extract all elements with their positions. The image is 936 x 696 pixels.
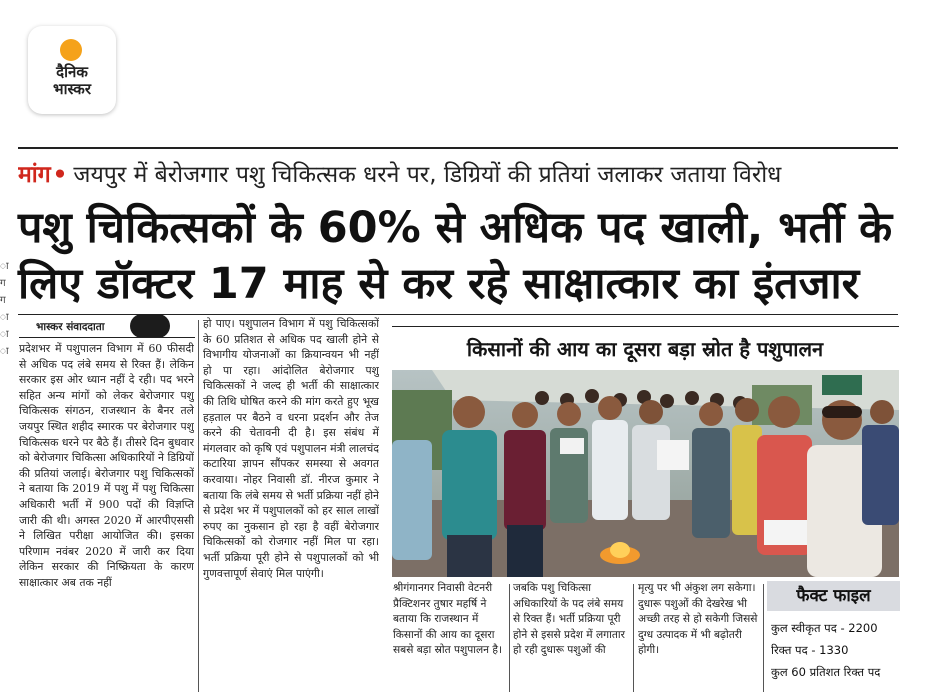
box-column-2: जबकि पशु चिकित्सा अधिकारियों के पद लंबे समय से रिक्त हैं। भर्ती प्रक्रिया पूरी होने से इससे प्रदेश में लगातार हो रही दुधारू पशुओं की xyxy=(513,582,625,657)
kicker-label: मांग xyxy=(18,162,51,188)
logo-text-line1: दैनिक xyxy=(56,63,88,81)
byline-rule xyxy=(19,337,195,338)
logo-text-line2: भास्कर xyxy=(53,80,91,98)
kicker xyxy=(18,159,918,191)
fact-file-row-3: कुल 60 प्रतिशत रिक्त पद xyxy=(771,665,881,679)
protest-photo xyxy=(392,370,899,577)
fact-file-row-1: कुल स्वीकृत पद - 2200 xyxy=(771,621,878,635)
column-divider xyxy=(198,320,199,692)
article-column-1 xyxy=(19,341,194,691)
sun-icon xyxy=(60,39,82,61)
headline xyxy=(18,200,918,312)
article-column-2-text: हो पाए। पशुपालन विभाग में पशु चिकित्सकों के 60 प्रतिशत से अधिक पद खाली होने से विभागीय योजनाओं का क्रियान्वयन भी नहीं हो पा रहा। आंदोलित बेरोजगार पशु चिकित्सकों ने जल्द ही भर्ती की साक्षात्कार की तिथि घोषित करने की मांग करते हुए भूख हड़ताल पर बैठने व धरना प्रदर्शन और तेज करने की चेतावनी दी है। इस संबंध में मंगलवार को कृषि एवं पशुपालन मंत्री लालचंद कटारिया ज्ञापन सौंपकर समस्या से अवगत करवाया। नोहर निवासी डॉ. नीरज कुमार ने बताया कि लंबे समय से भर्ती प्रक्रिया नहीं होने से प्रदेश भर में पशुपालकों को हर साल लाखों रुपए का नुकसान हो रहा है वहीं बेरोजगार चिकित्सकों को रोजगार नहीं मिल पा रहा। भर्ती प्रक्रिया पूरी होने से पशुपालकों को भी गुणवत्तापूर्ण सेवाएं मिल पाएंगी। xyxy=(203,317,379,580)
fact-file-row-2: रिक्त पद - 1330 xyxy=(771,643,849,657)
fact-file-title: फैक्ट फाइल xyxy=(767,581,900,611)
kicker-text: जयपुर में बेरोजगार पशु चिकित्सक धरने पर, डिग्रियों की प्रतियां जलाकर जताया विरोध xyxy=(73,162,782,188)
byline: भास्कर संवाददाता xyxy=(36,321,105,333)
logo-text xyxy=(28,64,116,98)
box-column-3: मृत्यु पर भी अंकुश लग सकेगा। दुधारू पशुओं की देखरेख भी अच्छी तरह से हो सकेगी जिससे दुग्ध उत्पादक में भी बढ़ोतरी होगी। xyxy=(638,582,758,657)
box-column-divider-1 xyxy=(509,584,510,692)
redaction-blot xyxy=(130,314,170,338)
box-column-1: श्रीगंगानगर निवासी वेटनरी प्रैक्टिशनर तुषार महर्षि ने बताया कि राजस्थान में किसानों की आय का दूसरा सबसे बड़ा स्रोत पशुपालन है। xyxy=(393,582,503,657)
fact-file xyxy=(767,581,900,693)
article-column-1-text: प्रदेशभर में पशुपालन विभाग में 60 फीसदी से अधिक पद लंबे समय से रिक्त हैं। लेकिन सरकार इस ओर ध्यान नहीं दे रही। पद भरने सहित अन्य मांगों को लेकर बेरोजगार पशु चिकित्सक संगठन, राजस्थान के बैनर तले जयपुर स्थित शहीद स्मारक पर बेरोजगार पशु चिकित्सक धरने पर बैठे हैं। तीसरे दिन बुधवार को बेरोजगार चिकित्सा अधिकारियों ने डिग्रियों की प्रतियां जलाई। बेरोजगार पशु चिकित्सकों ने बताया कि 2019 में पशु में पशु चिकित्सा अधिकारी भर्ती में 900 पदों की विज्ञप्ति जारी की थी। अगस्त 2020 में आरपीएससी ने लिखित परीक्षा आयोजित की। इसका परिणाम नवंबर 2020 में जारी कर दिया लेकिन सरकार की निष्क्रियता के कारण साक्षात्कार अब तक नहीं xyxy=(19,342,194,589)
neighbor-article-edge: ा ग ग ा ा ा xyxy=(0,261,9,357)
box-column-divider-2 xyxy=(633,584,634,692)
article-column-2 xyxy=(203,316,379,691)
box-title: किसानों की आय का दूसरा बड़ा स्रोत है पशुपालन xyxy=(466,337,824,361)
headline-line-1: पशु चिकित्सकों के 60% से अधिक पद खाली, भर्ती के xyxy=(18,203,893,253)
box-column-divider-3 xyxy=(763,584,764,692)
protest-photo-illustration xyxy=(392,370,899,577)
top-rule xyxy=(18,147,898,149)
box-top-rule xyxy=(392,326,899,327)
kicker-dot: • xyxy=(52,162,68,188)
dainik-bhaskar-logo xyxy=(28,26,116,114)
headline-line-2: लिए डॉक्टर 17 माह से कर रहे साक्षात्कार का इंतजार xyxy=(18,259,860,309)
